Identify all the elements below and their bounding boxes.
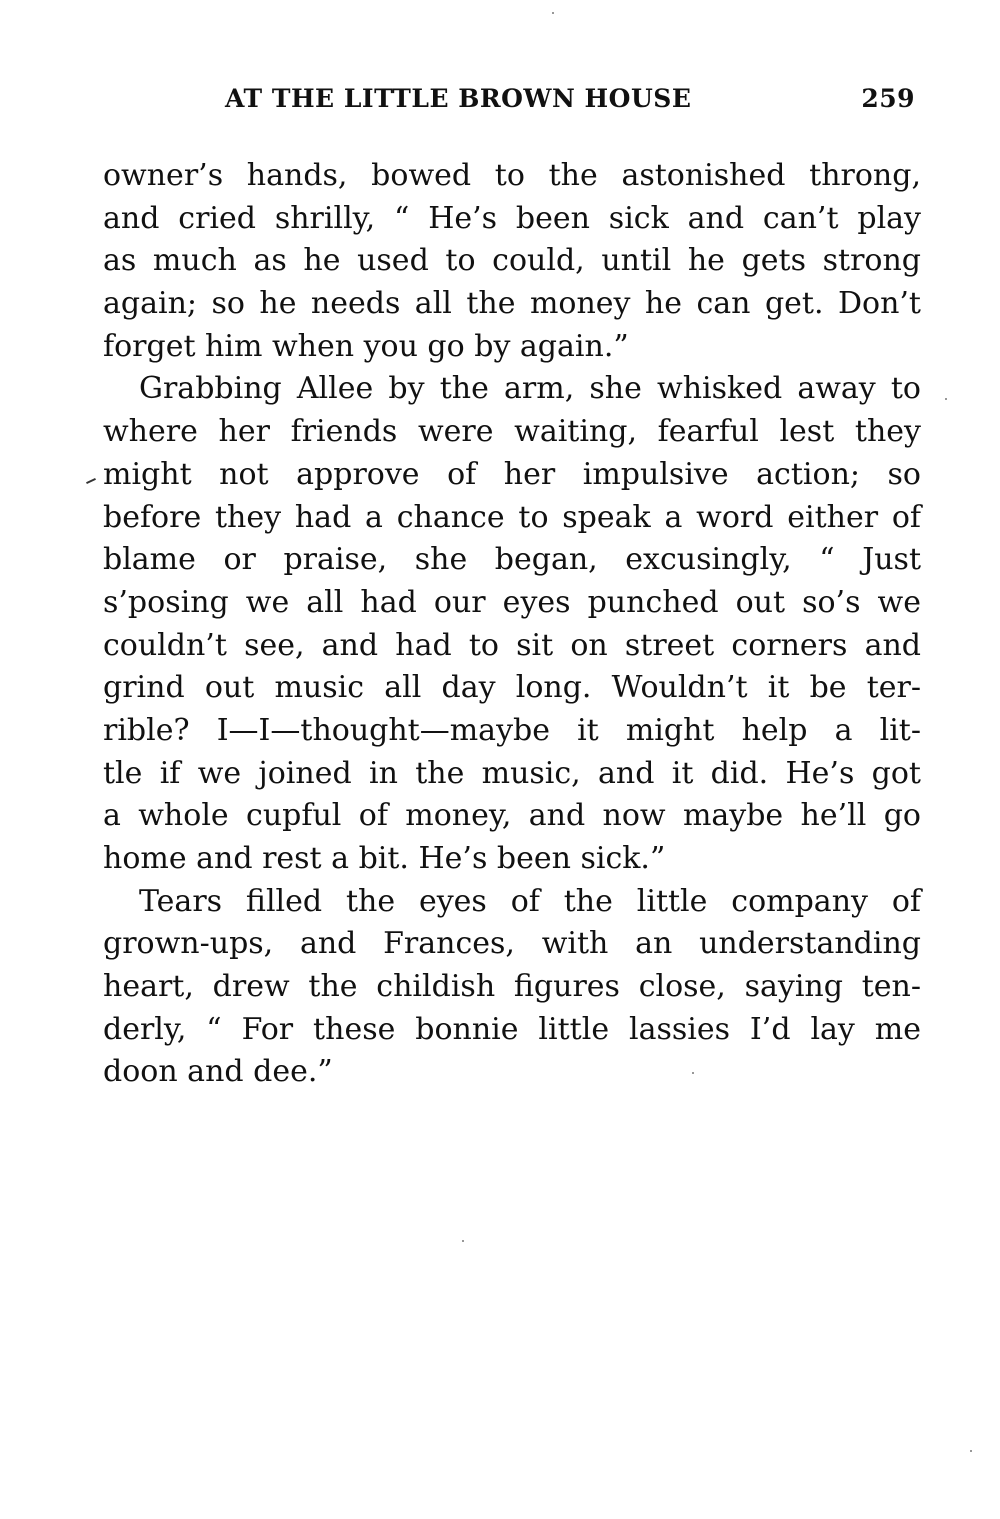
text-line: grown-ups, and Frances, with an understanding <box>103 926 921 962</box>
text-line: where her friends were waiting, fearful lest they <box>103 414 921 450</box>
text-line: heart, drew the childish figures close, saying ten- <box>103 969 921 1005</box>
text-line: home and rest a bit. He’s been sick.” <box>103 841 666 876</box>
scan-speck <box>945 398 947 400</box>
text-line: and cried shrilly, “ He’s been sick and can’t play <box>103 200 921 236</box>
text-line: Grabbing Allee by the arm, she whisked away to <box>139 371 921 407</box>
running-title: AT THE LITTLE BROWN HOUSE <box>225 84 692 113</box>
text-line: as much as he used to could, until he gets strong <box>103 243 921 279</box>
text-line: blame or praise, she began, excusingly, “ Just <box>103 542 921 578</box>
text-line: grind out music all day long. Wouldn’t it be ter- <box>103 670 921 706</box>
running-head <box>225 84 915 124</box>
text-line: before they had a chance to speak a word either of <box>103 499 921 535</box>
scan-speck <box>462 1240 464 1242</box>
text-line: forget him when you go by again.” <box>103 328 629 364</box>
text-line: again; so he needs all the money he can get. Don’t <box>103 286 921 322</box>
text-line: Tears filled the eyes of the little company of <box>139 883 921 919</box>
scan-speck <box>552 12 554 14</box>
text-line: owner’s hands, bowed to the astonished throng, <box>103 158 921 193</box>
scan-speck <box>970 1450 972 1452</box>
text-line: rible? I—I—thought—maybe it might help a lit- <box>103 712 921 748</box>
text-line: derly, “ For these bonnie little lassies I’d lay me <box>103 1011 921 1047</box>
text-line: s’posing we all had our eyes punched out so’s we <box>103 584 921 620</box>
body-text <box>103 155 921 1094</box>
text-line: tle if we joined in the music, and it did. He’s got <box>103 755 921 791</box>
text-line: couldn’t see, and had to sit on street corners and <box>103 627 921 663</box>
text-line: doon and dee.” <box>103 1054 333 1090</box>
text-line: might not approve of her impulsive action; so <box>103 456 921 492</box>
margin-mark <box>86 478 96 484</box>
text-line: a whole cupful of money, and now maybe he’ll go <box>103 798 921 834</box>
page-number: 259 <box>861 84 915 113</box>
scan-speck <box>692 1072 694 1074</box>
